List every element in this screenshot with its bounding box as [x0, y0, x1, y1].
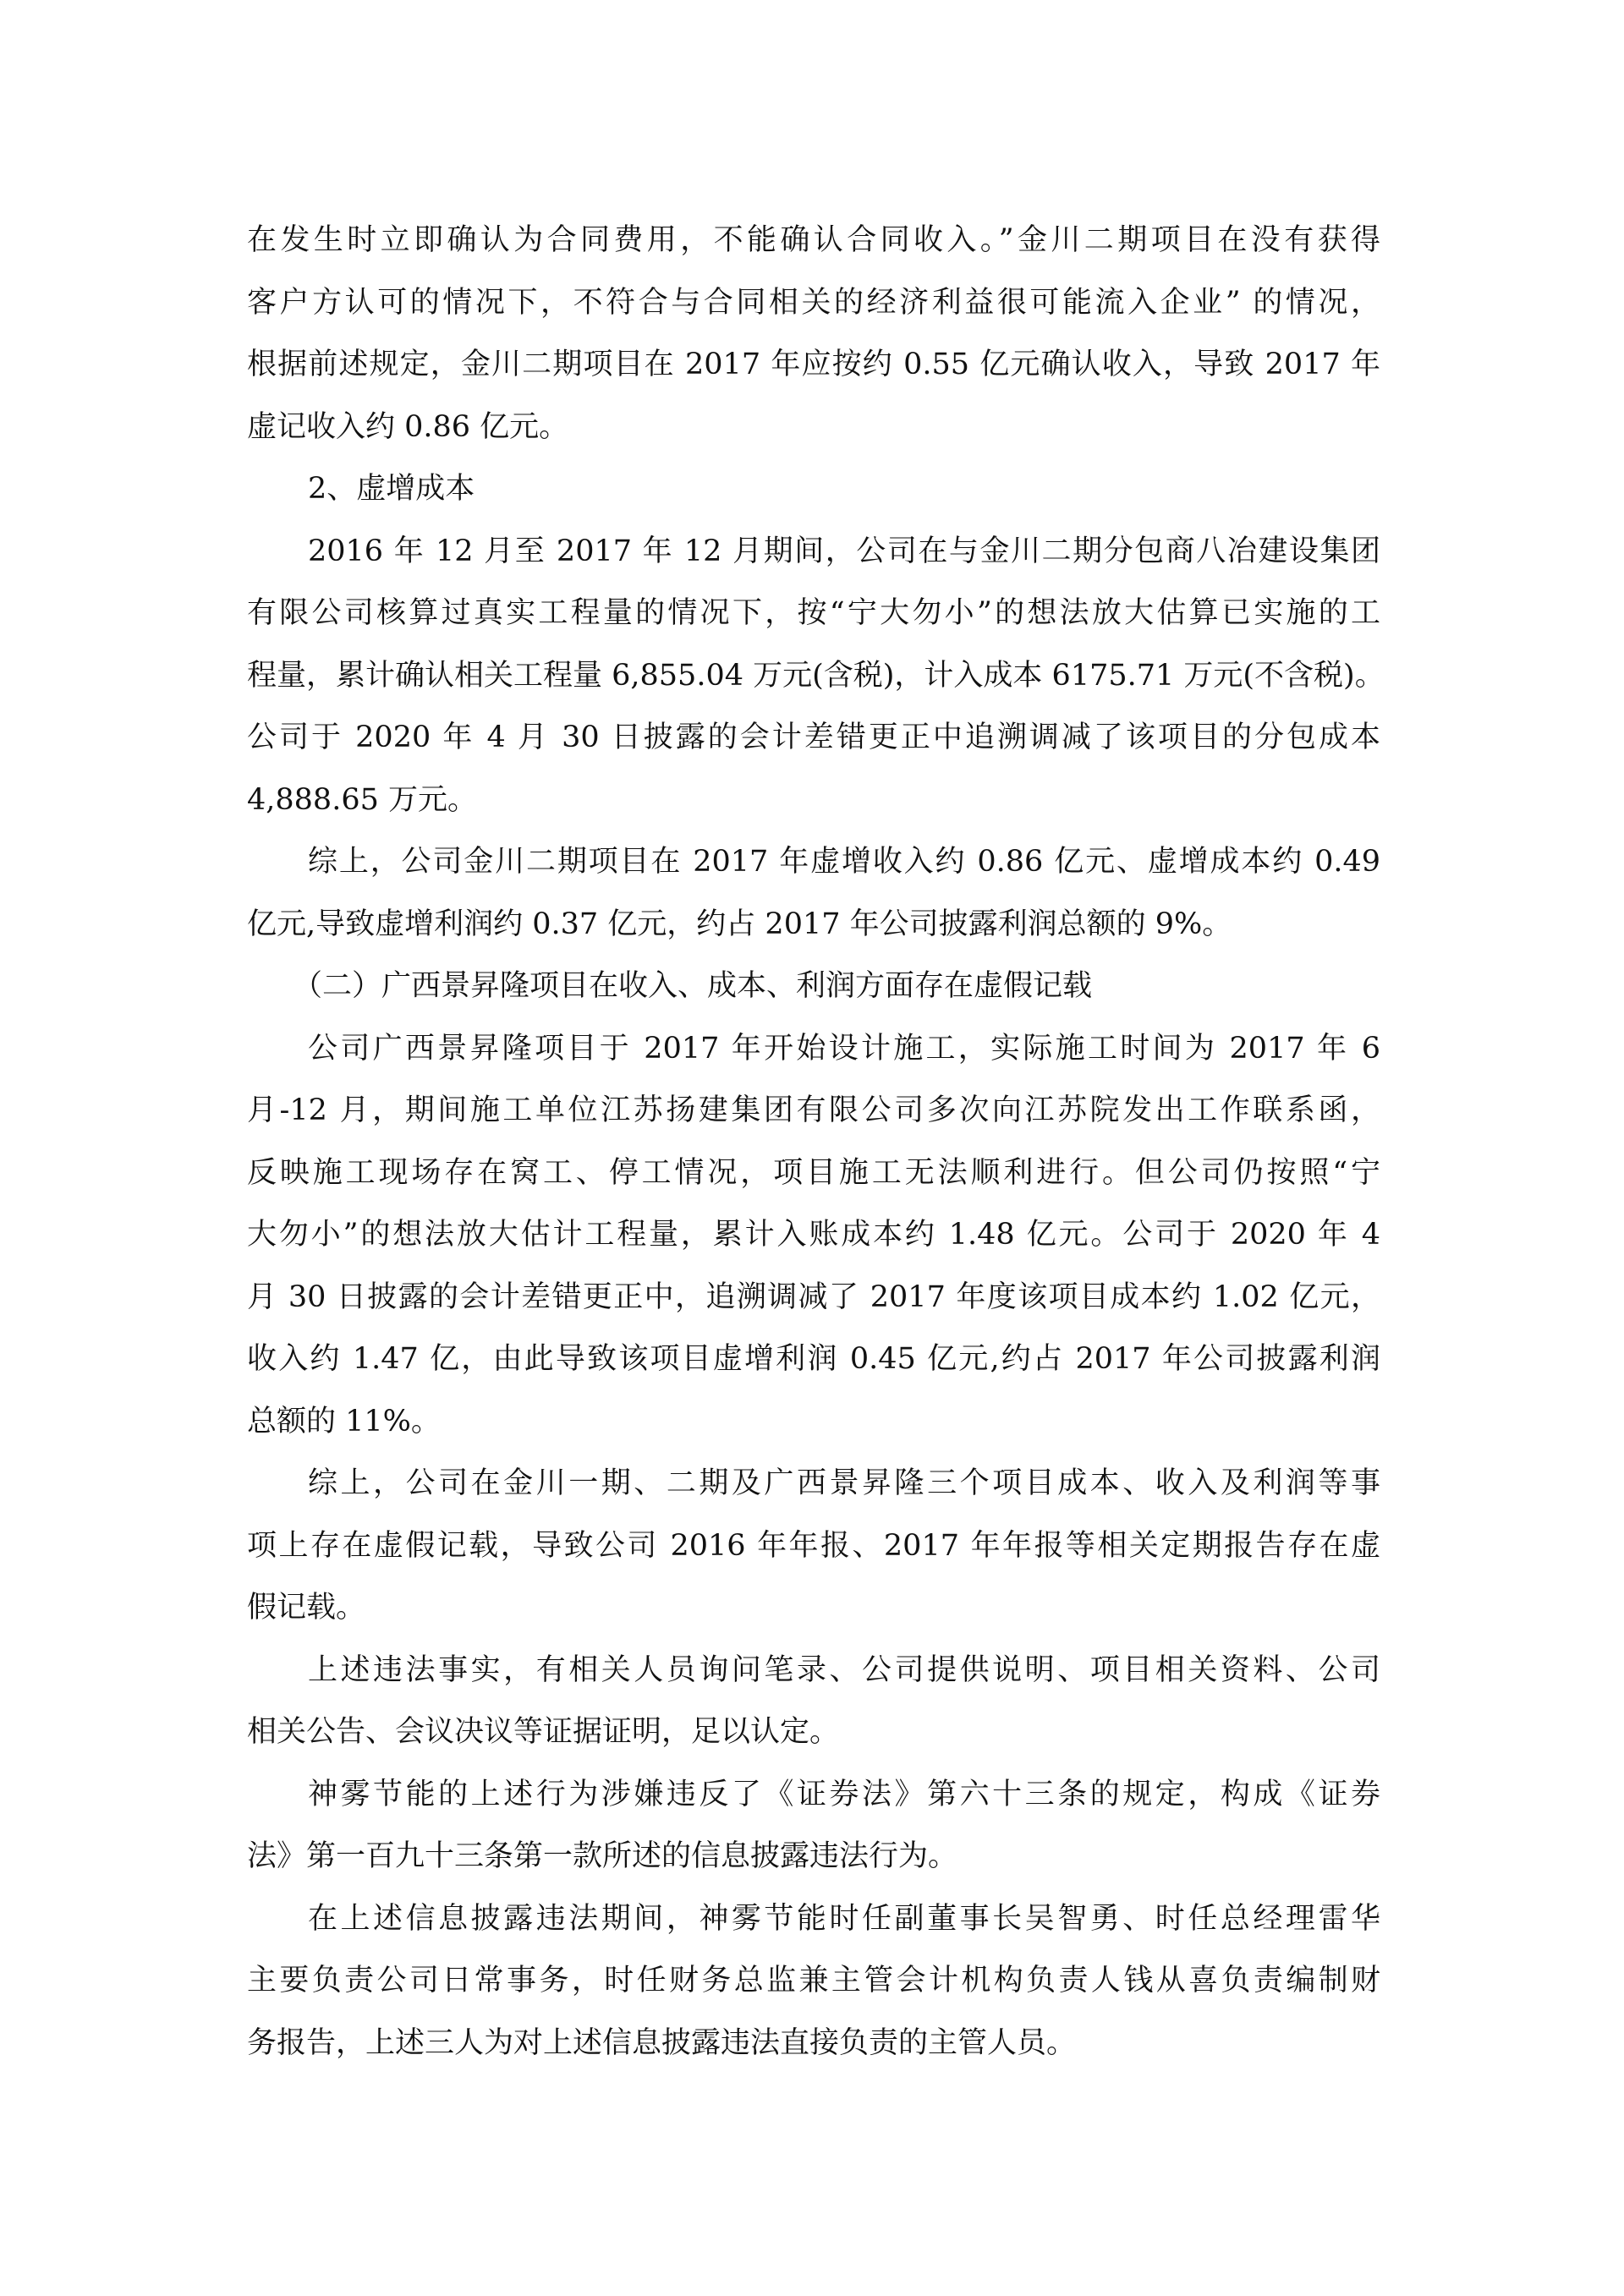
- text-line: 4,888.65 万元。: [247, 782, 477, 817]
- text-line: 在发生时立即确认为合同费用，不能确认合同收入。”金川二期项目在没有获得: [247, 223, 1380, 257]
- document-page: [247, 210, 1385, 2074]
- paragraph-evidence: [247, 1640, 1380, 1764]
- text-line: 主要负责公司日常事务，时任财务总监兼主管会计机构负责人钱从喜负责编制财: [247, 1964, 1380, 1997]
- text-line: 虚记收入约 0.86 亿元。: [247, 409, 569, 444]
- text-line: 相关公告、会议决议等证据证明，足以认定。: [247, 1715, 840, 1749]
- text-line: 收入约 1.47 亿，由此导致该项目虚增利润 0.45 亿元,约占 2017 年公司披露利润: [247, 1342, 1380, 1376]
- heading-text: （二）广西景昇隆项目在收入、成本、利润方面存在虚假记载: [293, 969, 1093, 1003]
- text-line: 在上述信息披露违法期间，神雾节能时任副董事长吴智勇、时任总经理雷华: [308, 1901, 1380, 1936]
- text-line: 2016 年 12 月至 2017 年 12 月期间，公司在与金川二期分包商八冶建设集团: [308, 534, 1380, 568]
- paragraph-guangxi-details: [247, 1018, 1380, 1454]
- text-line: 务报告，上述三人为对上述信息披露违法直接负责的主管人员。: [247, 2025, 1077, 2060]
- text-line: 公司于 2020 年 4 月 30 日披露的会计差错更正中追溯调减了该项目的分包成本: [247, 721, 1380, 754]
- text-line: 假记载。: [247, 1591, 366, 1625]
- text-line: 客户方认可的情况下，不符合与合同相关的经济利益很可能流入企业” 的情况，: [247, 285, 1380, 320]
- text-line: 综上，公司在金川一期、二期及广西景昇隆三个项目成本、收入及利润等事: [308, 1466, 1380, 1500]
- text-line: 有限公司核算过真实工程量的情况下，按“宁大勿小”的想法放大估算已实施的工: [247, 596, 1380, 630]
- paragraph-jinchuan-summary: [247, 831, 1380, 956]
- text-line: 根据前述规定，金川二期项目在 2017 年应按约 0.55 亿元确认收入，导致 2017 年: [247, 348, 1380, 381]
- text-line: 神雾节能的上述行为涉嫌违反了《证券法》第六十三条的规定，构成《证券: [308, 1777, 1380, 1811]
- paragraph-responsible-persons: [247, 1888, 1380, 2075]
- section-heading-guangxi: [247, 956, 1380, 1018]
- text-line: 总额的 11%。: [247, 1404, 441, 1438]
- text-line: 月-12 月，期间施工单位江苏扬建集团有限公司多次向江苏院发出工作联系函，: [247, 1093, 1380, 1127]
- text-line: 亿元,导致虚增利润约 0.37 亿元，约占 2017 年公司披露利润总额的 9%。: [247, 907, 1232, 941]
- text-line: 公司广西景昇隆项目于 2017 年开始设计施工，实际施工时间为 2017 年 6: [308, 1031, 1380, 1066]
- text-line: 程量，累计确认相关工程量 6,855.04 万元(含税)，计入成本 6175.71 万元(不含税)。: [247, 658, 1385, 693]
- text-line: 反映施工现场存在窝工、停工情况，项目施工无法顺利进行。但公司仍按照“宁: [247, 1155, 1380, 1190]
- heading-text: 2、虚增成本: [308, 472, 475, 506]
- text-line: 大勿小”的想法放大估计工程量，累计入账成本约 1.48 亿元。公司于 2020 年 4: [247, 1218, 1380, 1252]
- paragraph-legal-violation: [247, 1764, 1380, 1888]
- text-line: 法》第一百九十三条第一款所述的信息披露违法行为。: [247, 1839, 958, 1873]
- text-line: 项上存在虚假记载，导致公司 2016 年年报、2017 年年报等相关定期报告存在虚: [247, 1528, 1380, 1563]
- paragraph-inflated-cost: [247, 521, 1385, 832]
- text-line: 上述违法事实，有相关人员询问笔录、公司提供说明、项目相关资料、公司: [308, 1652, 1380, 1687]
- text-line: 综上，公司金川二期项目在 2017 年虚增收入约 0.86 亿元、虚增成本约 0.49: [308, 845, 1380, 879]
- paragraph-revenue-conclusion: [247, 210, 1380, 458]
- section-heading-inflated-cost: [247, 458, 1380, 521]
- text-line: 月 30 日披露的会计差错更正中，追溯调减了 2017 年度该项目成本约 1.02 亿元，: [247, 1280, 1380, 1314]
- paragraph-overall-summary: [247, 1453, 1380, 1640]
